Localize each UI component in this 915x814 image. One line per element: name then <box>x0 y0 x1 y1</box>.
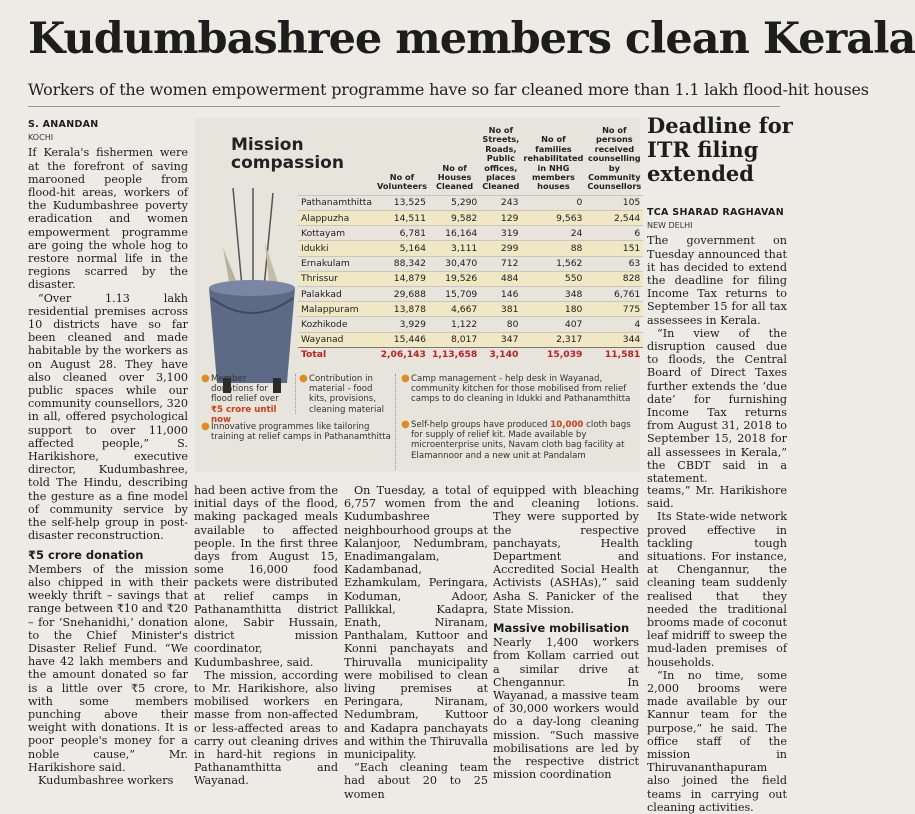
value-cell: 146 <box>480 286 521 301</box>
value-cell: 828 <box>585 271 643 286</box>
value-cell: 6,761 <box>585 286 643 301</box>
value-cell: 4,667 <box>429 302 480 317</box>
value-cell: 105 <box>585 195 643 210</box>
district-cell: Idukki <box>298 241 375 256</box>
district-cell: Total <box>298 347 375 362</box>
value-cell: 180 <box>521 302 585 317</box>
paragraph: On Tuesday, a total of 6,757 women from the Kudumbashree neighbourhood groups at Kalanjoor, Nedumbram, Enadimangalam, Kadambanad, Ezhamkulam, Peringara, Koduman, Adoor, Pallikkal, Kadapra, Enath, Niranam, Panthalam, Kuttoor and Konni panchayats and Thiruvalla municipality were mobilised to clean living premises at Peringara, Niranam, Nedumbram, Kuttoor and Kadapra panchayats and within the Thiruvalla municipality. <box>344 484 488 762</box>
district-cell: Pathanamthitta <box>298 195 375 210</box>
table-row <box>298 271 643 286</box>
note-innovative-programmes: ● Innovative programmes like tailoring training at relief camps in Pathanamthitta <box>201 421 391 443</box>
value-cell: 24 <box>521 226 585 241</box>
district-cell: Palakkad <box>298 286 375 301</box>
note-camp-management: ● Camp management - help desk in Wayanad, community kitchen for those mobilised from relief camps to do cleaning in Idukki and Pathanamthitta <box>401 373 631 405</box>
value-cell: 5,290 <box>429 195 480 210</box>
value-cell: 347 <box>480 332 521 347</box>
value-cell: 11,581 <box>585 347 643 362</box>
paragraph: “In view of the disruption caused due to floods, the Central Board of Direct Taxes further extends the ‘due date’ for furnishing Income Tax returns from August 31, 2018 to September 15, 2018 for all assessees in Kerala,” the CBDT said in a statement. <box>647 326 787 486</box>
value-cell: 407 <box>521 317 585 332</box>
table-row <box>298 256 643 271</box>
header-counselling: No of persons received counselling by Community Counsellors <box>587 125 642 192</box>
district-cell: Wayanad <box>298 332 375 347</box>
value-cell: 9,582 <box>429 211 480 226</box>
table-row <box>298 241 643 256</box>
value-cell: 29,688 <box>375 286 429 301</box>
value-cell: 88 <box>521 241 585 256</box>
brief-story <box>647 206 787 485</box>
divider <box>395 374 396 470</box>
value-cell: 15,446 <box>375 332 429 347</box>
paragraph: Its State-wide network proved effective in tackling tough situations. For instance, at Chengannur, the cleaning team suddenly realised that they needed the traditional brooms made of coconut leaf midriff to sweep the mud-laden premises of households. <box>647 510 787 669</box>
header-families: No of families rehabilitated in NHG members houses <box>523 134 584 192</box>
paragraph: Members of the mission also chipped in with their weekly thrift – savings that range between ₹10 and ₹20 – for ‘Snehanidhi,’ donation to the Chief Minister's Disaster Relief Fund. “We have 42 lakh members and the amount donated so far is a little over ₹5 crore, with some members punching above their weight with donations. It is poor people's money for a noble cause,” Mr. Harikishore said. <box>28 562 188 774</box>
subhead: Workers of the women empowerment programme have so far cleaned more than 1.1 lakh flood-hit houses <box>28 80 869 99</box>
note-cloth-bags: ● Self-help groups have produced 10,000 cloth bags for supply of relief kit. Made available by microenterprise units, Navam cloth bag facility at Elamannoor and a new unit at Pandalam <box>401 419 631 461</box>
value-cell: 4 <box>585 317 643 332</box>
value-cell: 0 <box>521 195 585 210</box>
district-cell: Thrissur <box>298 271 375 286</box>
header-volunteers: No of Volunteers <box>377 172 427 192</box>
headline: Kudumbashree members clean Kerala <box>28 14 915 64</box>
value-cell: 1,122 <box>429 317 480 332</box>
value-cell: 14,879 <box>375 271 429 286</box>
value-cell: 1,562 <box>521 256 585 271</box>
table-row <box>298 332 643 347</box>
value-cell: 3,140 <box>480 347 521 362</box>
table-row <box>298 195 643 210</box>
value-cell: 88,342 <box>375 256 429 271</box>
paragraph: The mission, according to Mr. Harikishore, also mobilised workers en masse from non-affected or less-affected areas to carry out cleaning drives in hard-hit regions in Pathanamthitta and Wayanad. <box>194 668 338 788</box>
article-column-5 <box>647 484 787 814</box>
paragraph: Kudumbashree workers <box>38 773 174 787</box>
headline-rule <box>28 106 780 107</box>
paragraph: If Kerala's fishermen were at the forefront of saving marooned people from flood-hit areas, workers of the Kudumbashree poverty eradication and women empowerment programme are going the whole hog to restore normal life in the regions scarred by the disaster. <box>28 146 188 292</box>
district-cell: Ernakulam <box>298 256 375 271</box>
value-cell: 13,525 <box>375 195 429 210</box>
table-row <box>298 317 643 332</box>
infographic-title: Mission compassion <box>231 135 344 173</box>
value-cell: 6,781 <box>375 226 429 241</box>
paragraph: The government on Tuesday announced that it has decided to extend the deadline for filing Income Tax returns to September 15 for all tax assessees in Kerala. <box>647 234 787 327</box>
value-cell: 80 <box>480 317 521 332</box>
value-cell: 712 <box>480 256 521 271</box>
value-cell: 775 <box>585 302 643 317</box>
value-cell: 8,017 <box>429 332 480 347</box>
value-cell: 243 <box>480 195 521 210</box>
district-cell: Malappuram <box>298 302 375 317</box>
paragraph: had been active from the initial days of the flood, making packaged meals available to affected people. In the first three days from August 15, some 16,000 food packets were distributed at relief camps in Pathanamthitta district alone, Sabir Hussain, district mission coordinator, Kudumbashree, said. <box>194 484 338 669</box>
divider <box>295 374 296 414</box>
subheading: ₹5 crore donation <box>28 547 144 562</box>
value-cell: 2,544 <box>585 211 643 226</box>
value-cell: 129 <box>480 211 521 226</box>
value-cell: 1,13,658 <box>429 347 480 362</box>
table-row <box>298 211 643 226</box>
paragraph: teams,” Mr. Harikishore said. <box>647 484 787 511</box>
value-cell: 63 <box>585 256 643 271</box>
value-cell: 9,563 <box>521 211 585 226</box>
value-cell: 299 <box>480 241 521 256</box>
header-houses: No of Houses Cleaned <box>436 162 474 192</box>
value-cell: 16,164 <box>429 226 480 241</box>
value-cell: 15,709 <box>429 286 480 301</box>
infographic-mission-compassion <box>195 118 640 472</box>
value-cell: 5,164 <box>375 241 429 256</box>
value-cell: 319 <box>480 226 521 241</box>
table-header-row <box>298 124 643 195</box>
byline: S. ANANDAN <box>28 119 99 130</box>
value-cell: 30,470 <box>429 256 480 271</box>
value-cell: 484 <box>480 271 521 286</box>
value-cell: 15,039 <box>521 347 585 362</box>
value-cell: 2,06,143 <box>375 347 429 362</box>
value-cell: 550 <box>521 271 585 286</box>
article-column-1 <box>28 118 188 787</box>
bucket-broom-icon <box>203 188 301 398</box>
subheading: Massive mobilisation <box>493 621 630 636</box>
value-cell: 6 <box>585 226 643 241</box>
table-row <box>298 302 643 317</box>
article-column-4 <box>493 484 639 781</box>
value-cell: 14,511 <box>375 211 429 226</box>
value-cell: 344 <box>585 332 643 347</box>
brief-byline: TCA SHARAD RAGHAVAN <box>647 207 784 218</box>
article-column-2 <box>194 484 338 788</box>
district-cell: Kottayam <box>298 226 375 241</box>
note-donations: ● Member donations for flood relief over ₹5 crore until now <box>201 373 279 425</box>
dateline: KOCHI <box>28 133 54 143</box>
note-contribution: ● Contribution in material - food kits, provisions, cleaning material <box>299 373 385 415</box>
article-column-3 <box>344 484 488 801</box>
brief-headline: Deadline for ITR filing extended <box>647 113 793 186</box>
paragraph: “In no time, some 2,000 brooms were made available by our Kannur team for the purpose,” he said. The office staff of the mission in Thiruvananthapuram also joined the field teams in carrying out cleaning activities. <box>647 668 787 814</box>
table-row <box>298 286 643 301</box>
district-cell: Kozhikode <box>298 317 375 332</box>
value-cell: 381 <box>480 302 521 317</box>
header-streets: No of Streets, Roads, Public offices, places Cleaned <box>482 125 520 192</box>
paragraph: Nearly 1,400 workers from Kollam carried out a similar drive at Chengannur. In Wayanad, a massive team of 30,000 workers would do a day-long cleaning mission. “Such massive mobilisations are led by the respective district mission coordination <box>493 636 639 782</box>
paragraph: equipped with bleaching and cleaning lotions. They were supported by the respective panchayats, Health Department and Accredited Social Health Activists (ASHAs),” said Asha S. Panicker of the State Mission. <box>493 484 639 616</box>
value-cell: 3,111 <box>429 241 480 256</box>
volunteer-stats-table <box>298 124 643 362</box>
value-cell: 348 <box>521 286 585 301</box>
value-cell: 2,317 <box>521 332 585 347</box>
paragraph: “Over 1.13 lakh residential premises across 10 districts have so far been cleaned and made habitable by the workers as on August 28. They have also cleaned over 3,100 public spaces while our community counsellors, 320 in all, offered psychological support to over 11,000 affected people,” S. Harikishore, executive director, Kudumbashree, told The Hindu, describing the gesture as a fine model of community service by the self-help group in post-disaster reconstruction. <box>28 291 188 543</box>
value-cell: 3,929 <box>375 317 429 332</box>
value-cell: 13,878 <box>375 302 429 317</box>
table-row <box>298 226 643 241</box>
district-cell: Alappuzha <box>298 211 375 226</box>
value-cell: 19,526 <box>429 271 480 286</box>
paragraph: “Each cleaning team had about 20 to 25 women <box>344 761 488 801</box>
value-cell: 151 <box>585 241 643 256</box>
brief-dateline: NEW DELHI <box>647 221 693 231</box>
table-total-row <box>298 347 643 362</box>
infographic-notes <box>195 368 640 472</box>
